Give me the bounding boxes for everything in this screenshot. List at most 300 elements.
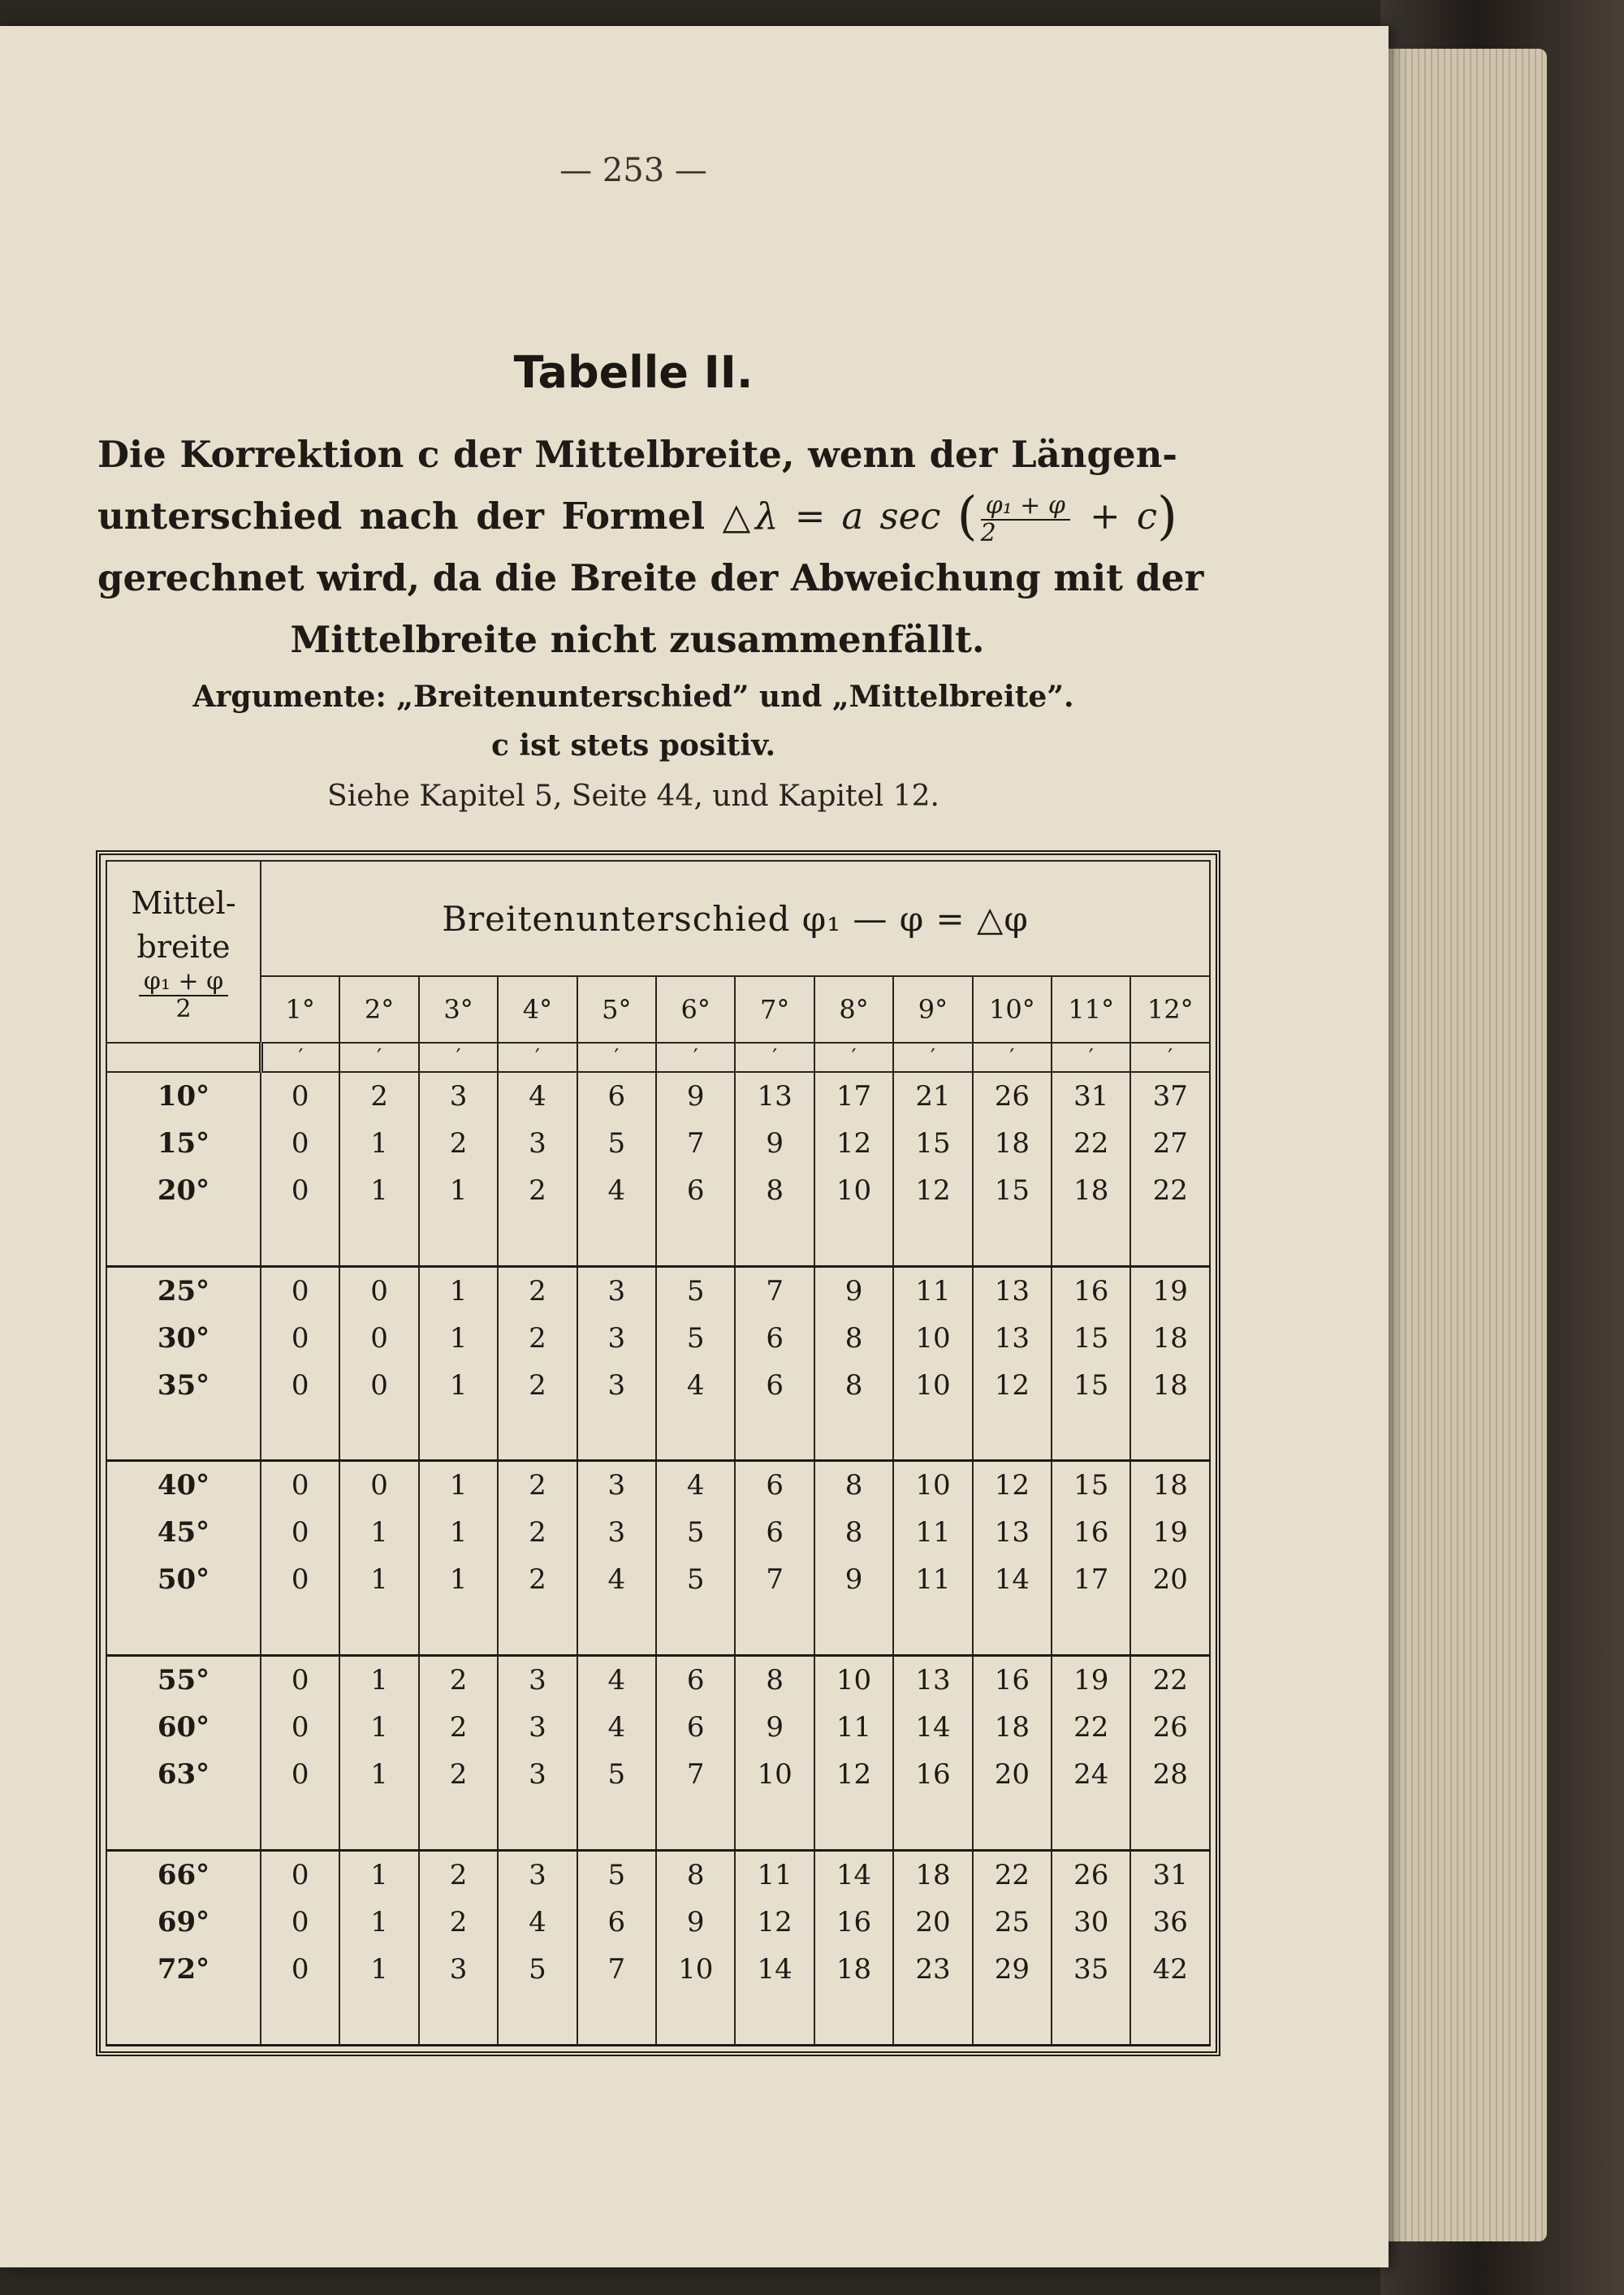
chapter-reference: Siehe Kapitel 5, Seite 44, und Kapitel 12.	[327, 780, 939, 813]
value-cell	[1052, 1656, 1130, 1851]
correction-value: 5	[686, 1563, 705, 1597]
value-cell	[577, 1266, 656, 1461]
correction-value: 35	[1073, 1953, 1109, 1986]
correction-value: 4	[607, 1664, 626, 1697]
column-header-8: 8°	[814, 976, 893, 1043]
value-cell	[498, 1656, 577, 1851]
value-cell	[1130, 1461, 1210, 1656]
value-cell	[735, 1072, 814, 1266]
correction-value: 10	[757, 1758, 793, 1791]
correction-value: 12	[836, 1758, 872, 1791]
correction-value: 10	[836, 1174, 872, 1207]
value-cell	[419, 1851, 498, 2046]
correction-value: 0	[291, 1711, 309, 1744]
correction-value: 14	[757, 1953, 793, 1986]
value-cell	[339, 1266, 418, 1461]
correction-value: 1	[449, 1274, 468, 1307]
correction-value: 1	[370, 1859, 388, 1892]
correction-value: 0	[370, 1368, 388, 1402]
value-cell	[1052, 1072, 1130, 1266]
column-header-3: 3°	[419, 976, 498, 1043]
value-cell	[814, 1266, 893, 1461]
correction-value: 1	[449, 1321, 468, 1355]
table-description	[97, 424, 1204, 671]
minute-mark: ′	[973, 1043, 1052, 1072]
latitude-value: 20°	[157, 1174, 210, 1207]
value-cell	[261, 1851, 339, 2046]
correction-value: 12	[915, 1174, 951, 1207]
arguments-line: Argumente: „Breitenunterschied” und „Mittelbreite”.	[192, 680, 1074, 714]
value-cell	[814, 1656, 893, 1851]
correction-value: 18	[1073, 1174, 1109, 1207]
minute-mark: ′	[1052, 1043, 1130, 1072]
page-edges	[1380, 49, 1547, 2241]
correction-value: 9	[766, 1711, 784, 1744]
correction-value: 2	[529, 1469, 546, 1502]
correction-value: 6	[766, 1516, 784, 1549]
correction-value: 18	[994, 1127, 1030, 1160]
correction-value: 10	[678, 1953, 714, 1986]
value-cell	[656, 1266, 735, 1461]
minute-mark: ′	[339, 1043, 418, 1072]
value-cell	[735, 1851, 814, 2046]
latitude-value: 55°	[157, 1664, 210, 1697]
value-cell	[419, 1656, 498, 1851]
correction-value: 16	[994, 1664, 1030, 1697]
correction-value: 0	[291, 1274, 309, 1307]
correction-value: 19	[1073, 1664, 1109, 1697]
correction-value: 2	[449, 1664, 468, 1697]
value-cell	[893, 1266, 972, 1461]
correction-value: 3	[607, 1274, 626, 1307]
column-header-12: 12°	[1130, 976, 1210, 1043]
value-cell	[1130, 1266, 1210, 1461]
correction-value: 4	[529, 1906, 546, 1939]
table-row-group	[106, 1851, 1210, 2046]
correction-value: 17	[1073, 1563, 1109, 1597]
value-cell	[339, 1656, 418, 1851]
correction-value: 0	[291, 1368, 309, 1402]
correction-value: 9	[844, 1274, 863, 1307]
value-cell	[814, 1072, 893, 1266]
book-page	[0, 26, 1389, 2267]
longitude-formula	[722, 486, 1178, 547]
value-cell	[1130, 1851, 1210, 2046]
correction-value: 29	[994, 1953, 1030, 1986]
value-cell	[893, 1656, 972, 1851]
correction-value: 3	[607, 1321, 626, 1355]
correction-value: 12	[994, 1469, 1030, 1502]
correction-value: 10	[836, 1664, 872, 1697]
correction-value: 6	[607, 1080, 626, 1113]
correction-value: 7	[766, 1563, 784, 1597]
correction-value: 4	[607, 1174, 626, 1207]
correction-value: 10	[915, 1321, 951, 1355]
description-line-4: Mittelbreite nicht zusammenfällt.	[290, 618, 985, 661]
correction-value: 1	[370, 1758, 388, 1791]
correction-value: 1	[370, 1174, 388, 1207]
value-cell	[261, 1656, 339, 1851]
correction-value: 1	[370, 1906, 388, 1939]
mittelbreite-fraction	[139, 969, 228, 1022]
correction-value: 26	[994, 1080, 1030, 1113]
formula-fraction	[981, 493, 1070, 547]
correction-table-frame	[96, 850, 1220, 2056]
latitude-value: 35°	[157, 1368, 210, 1402]
correction-value: 30	[1073, 1906, 1109, 1939]
correction-value: 26	[1073, 1859, 1109, 1892]
degree-header-row	[106, 976, 1210, 1043]
value-cell	[893, 1851, 972, 2046]
value-cell	[419, 1266, 498, 1461]
value-cell	[893, 1072, 972, 1266]
formula-frac-denominator: 2	[980, 518, 996, 547]
value-cell	[419, 1461, 498, 1656]
correction-value: 9	[686, 1080, 705, 1113]
value-cell	[339, 1072, 418, 1266]
value-cell	[498, 1851, 577, 2046]
correction-value: 1	[370, 1953, 388, 1986]
correction-value: 3	[529, 1711, 546, 1744]
correction-value: 7	[686, 1758, 705, 1791]
correction-value: 2	[449, 1859, 468, 1892]
correction-value: 0	[370, 1274, 388, 1307]
correction-value: 2	[529, 1563, 546, 1597]
correction-value: 14	[836, 1859, 872, 1892]
column-header-4: 4°	[498, 976, 577, 1043]
correction-value: 3	[607, 1516, 626, 1549]
value-cell	[498, 1072, 577, 1266]
latitude-cell	[106, 1461, 261, 1656]
correction-value: 13	[994, 1321, 1030, 1355]
correction-value: 3	[607, 1469, 626, 1502]
minute-mark: ′	[893, 1043, 972, 1072]
correction-value: 8	[766, 1664, 784, 1697]
mittelbreite-frac-denominator: 2	[175, 995, 192, 1023]
latitude-cell	[106, 1072, 261, 1266]
correction-value: 2	[529, 1368, 546, 1402]
correction-value: 16	[836, 1906, 872, 1939]
mittelbreite-label-2: breite	[136, 929, 231, 965]
correction-value: 12	[836, 1127, 872, 1160]
correction-value: 3	[529, 1127, 546, 1160]
correction-value: 2	[449, 1127, 468, 1160]
latitude-value: 63°	[157, 1758, 210, 1791]
correction-value: 0	[370, 1321, 388, 1355]
correction-value: 13	[994, 1274, 1030, 1307]
minute-mark: ′	[656, 1043, 735, 1072]
value-cell	[656, 1851, 735, 2046]
correction-value: 0	[291, 1080, 309, 1113]
correction-value: 18	[1152, 1321, 1188, 1355]
column-header-10: 10°	[973, 976, 1052, 1043]
description-line-2-text: unterschied nach der Formel	[97, 495, 706, 538]
correction-value: 11	[915, 1516, 951, 1549]
correction-value: 1	[449, 1174, 468, 1207]
minute-mark: ′	[261, 1043, 339, 1072]
minute-mark-row	[106, 1043, 1210, 1072]
correction-value: 4	[529, 1080, 546, 1113]
latitude-value: 66°	[157, 1859, 210, 1892]
value-cell	[1052, 1461, 1130, 1656]
description-line-1: Die Korrektion c der Mittelbreite, wenn der Längen-	[97, 433, 1177, 476]
correction-value: 7	[686, 1127, 705, 1160]
value-cell	[1052, 1851, 1130, 2046]
latitude-value: 50°	[157, 1563, 210, 1597]
correction-value: 11	[915, 1563, 951, 1597]
correction-value: 0	[291, 1174, 309, 1207]
column-header-11: 11°	[1052, 976, 1130, 1043]
correction-value: 0	[291, 1664, 309, 1697]
correction-value: 31	[1152, 1859, 1188, 1892]
description-line-2	[97, 486, 1177, 547]
correction-value: 42	[1152, 1953, 1188, 1986]
value-cell	[261, 1266, 339, 1461]
correction-value: 3	[449, 1953, 468, 1986]
correction-value: 1	[449, 1563, 468, 1597]
correction-value: 5	[686, 1516, 705, 1549]
correction-value: 2	[529, 1274, 546, 1307]
column-header-2: 2°	[339, 976, 418, 1043]
correction-value: 4	[686, 1469, 705, 1502]
value-cell	[261, 1461, 339, 1656]
column-header-5: 5°	[577, 976, 656, 1043]
minute-mark: ′	[735, 1043, 814, 1072]
correction-table	[106, 860, 1211, 2046]
correction-value: 20	[915, 1906, 951, 1939]
correction-value: 22	[1152, 1664, 1188, 1697]
correction-value: 15	[1073, 1368, 1109, 1402]
value-cell	[814, 1461, 893, 1656]
latitude-value: 10°	[157, 1080, 210, 1113]
correction-value: 9	[766, 1127, 784, 1160]
value-cell	[577, 1072, 656, 1266]
correction-value: 1	[449, 1516, 468, 1549]
correction-value: 20	[1152, 1563, 1188, 1597]
correction-value: 21	[915, 1080, 951, 1113]
correction-value: 13	[915, 1664, 951, 1697]
correction-value: 2	[449, 1711, 468, 1744]
correction-value: 36	[1152, 1906, 1188, 1939]
value-cell	[577, 1656, 656, 1851]
correction-value: 7	[766, 1274, 784, 1307]
latitude-cell	[106, 1656, 261, 1851]
positivity-note: c ist stets positiv.	[490, 728, 776, 763]
correction-value: 0	[291, 1563, 309, 1597]
correction-value: 18	[1152, 1368, 1188, 1402]
latitude-cell	[106, 1266, 261, 1461]
formula-frac-numerator: φ₁ + φ	[981, 493, 1070, 521]
latitude-cell	[106, 1851, 261, 2046]
correction-value: 18	[915, 1859, 951, 1892]
value-cell	[656, 1072, 735, 1266]
correction-value: 6	[686, 1174, 705, 1207]
correction-value: 0	[291, 1953, 309, 1986]
value-cell	[973, 1656, 1052, 1851]
value-cell	[339, 1461, 418, 1656]
value-cell	[656, 1656, 735, 1851]
correction-value: 0	[291, 1859, 309, 1892]
correction-value: 10	[915, 1469, 951, 1502]
correction-value: 5	[607, 1758, 626, 1791]
correction-value: 3	[529, 1758, 546, 1791]
value-cell	[656, 1461, 735, 1656]
correction-value: 15	[994, 1174, 1030, 1207]
value-cell	[893, 1461, 972, 1656]
column-header-7: 7°	[735, 976, 814, 1043]
correction-value: 8	[686, 1859, 705, 1892]
latitude-value: 40°	[157, 1469, 210, 1502]
correction-value: 14	[915, 1711, 951, 1744]
minute-mark: ′	[419, 1043, 498, 1072]
correction-value: 18	[836, 1953, 872, 1986]
value-cell	[1130, 1072, 1210, 1266]
breitenunterschied-header: Breitenunterschied φ₁ — φ = △φ	[261, 861, 1210, 976]
value-cell	[419, 1072, 498, 1266]
formula-tail: + c	[1089, 495, 1158, 538]
correction-value: 23	[915, 1953, 951, 1986]
correction-value: 12	[757, 1906, 793, 1939]
value-cell	[973, 1461, 1052, 1656]
value-cell	[735, 1461, 814, 1656]
correction-value: 6	[766, 1469, 784, 1502]
value-cell	[261, 1072, 339, 1266]
correction-value: 1	[370, 1516, 388, 1549]
latitude-value: 60°	[157, 1711, 210, 1744]
correction-value: 6	[686, 1664, 705, 1697]
table-row-group	[106, 1072, 1210, 1266]
correction-value: 2	[529, 1174, 546, 1207]
page-number: — 253 —	[559, 152, 707, 189]
correction-value: 9	[686, 1906, 705, 1939]
correction-value: 15	[915, 1127, 951, 1160]
correction-value: 26	[1152, 1711, 1188, 1744]
table-body	[106, 1043, 1210, 2046]
correction-value: 11	[836, 1711, 872, 1744]
mittelbreite-label-1: Mittel-	[131, 885, 236, 921]
correction-value: 5	[607, 1127, 626, 1160]
value-cell	[973, 1072, 1052, 1266]
latitude-value: 69°	[157, 1906, 210, 1939]
correction-value: 8	[766, 1174, 784, 1207]
value-cell	[1052, 1266, 1130, 1461]
mittelbreite-header	[106, 861, 261, 1043]
correction-value: 19	[1152, 1274, 1188, 1307]
correction-value: 0	[291, 1758, 309, 1791]
correction-value: 1	[370, 1664, 388, 1697]
value-cell	[973, 1851, 1052, 2046]
value-cell	[498, 1266, 577, 1461]
correction-value: 2	[529, 1516, 546, 1549]
minute-mark: ′	[577, 1043, 656, 1072]
correction-value: 8	[844, 1321, 863, 1355]
correction-value: 1	[370, 1127, 388, 1160]
correction-value: 1	[449, 1368, 468, 1402]
correction-value: 0	[291, 1321, 309, 1355]
correction-value: 3	[607, 1368, 626, 1402]
correction-value: 7	[607, 1953, 626, 1986]
minute-mark: ′	[1130, 1043, 1210, 1072]
correction-value: 22	[1073, 1127, 1109, 1160]
correction-value: 19	[1152, 1516, 1188, 1549]
correction-value: 11	[757, 1859, 793, 1892]
correction-value: 1	[449, 1469, 468, 1502]
correction-value: 16	[915, 1758, 951, 1791]
table-row-group	[106, 1461, 1210, 1656]
minute-mark: ′	[498, 1043, 577, 1072]
table-row-group	[106, 1656, 1210, 1851]
correction-value: 2	[529, 1321, 546, 1355]
correction-value: 0	[291, 1469, 309, 1502]
table-row-group	[106, 1266, 1210, 1461]
correction-value: 3	[529, 1664, 546, 1697]
correction-value: 37	[1152, 1080, 1188, 1113]
correction-value: 17	[836, 1080, 872, 1113]
correction-value: 6	[607, 1906, 626, 1939]
correction-value: 5	[686, 1274, 705, 1307]
correction-value: 24	[1073, 1758, 1109, 1791]
correction-value: 5	[686, 1321, 705, 1355]
correction-value: 20	[994, 1758, 1030, 1791]
correction-value: 5	[529, 1953, 546, 1986]
value-cell	[973, 1266, 1052, 1461]
column-header-6: 6°	[656, 976, 735, 1043]
correction-value: 8	[844, 1469, 863, 1502]
correction-value: 2	[370, 1080, 388, 1113]
correction-value: 8	[844, 1368, 863, 1402]
correction-value: 16	[1073, 1274, 1109, 1307]
open-paren: (	[957, 486, 978, 547]
correction-value: 15	[1073, 1321, 1109, 1355]
value-cell	[577, 1851, 656, 2046]
correction-value: 25	[994, 1906, 1030, 1939]
latitude-value: 25°	[157, 1274, 210, 1307]
correction-value: 27	[1152, 1127, 1188, 1160]
correction-value: 5	[607, 1859, 626, 1892]
correction-value: 4	[607, 1563, 626, 1597]
correction-value: 4	[607, 1711, 626, 1744]
correction-value: 13	[994, 1516, 1030, 1549]
correction-value: 9	[844, 1563, 863, 1597]
value-cell	[577, 1461, 656, 1656]
correction-value: 6	[686, 1711, 705, 1744]
correction-value: 12	[994, 1368, 1030, 1402]
correction-value: 13	[757, 1080, 793, 1113]
correction-value: 16	[1073, 1516, 1109, 1549]
correction-value: 14	[994, 1563, 1030, 1597]
correction-value: 18	[994, 1711, 1030, 1744]
correction-value: 1	[370, 1563, 388, 1597]
correction-value: 22	[1073, 1711, 1109, 1744]
minute-mark: ′	[814, 1043, 893, 1072]
table-title: Tabelle II.	[513, 347, 754, 398]
latitude-value: 15°	[157, 1127, 210, 1160]
value-cell	[1130, 1656, 1210, 1851]
correction-value: 8	[844, 1516, 863, 1549]
close-paren: )	[1157, 486, 1178, 547]
minute-mark-lead	[106, 1043, 261, 1072]
correction-value: 3	[529, 1859, 546, 1892]
column-header-9: 9°	[893, 976, 972, 1043]
correction-value: 0	[291, 1906, 309, 1939]
value-cell	[735, 1656, 814, 1851]
mittelbreite-frac-numerator: φ₁ + φ	[139, 969, 228, 996]
correction-value: 6	[766, 1321, 784, 1355]
correction-value: 2	[449, 1758, 468, 1791]
correction-value: 11	[915, 1274, 951, 1307]
correction-value: 1	[370, 1711, 388, 1744]
correction-value: 0	[370, 1469, 388, 1502]
